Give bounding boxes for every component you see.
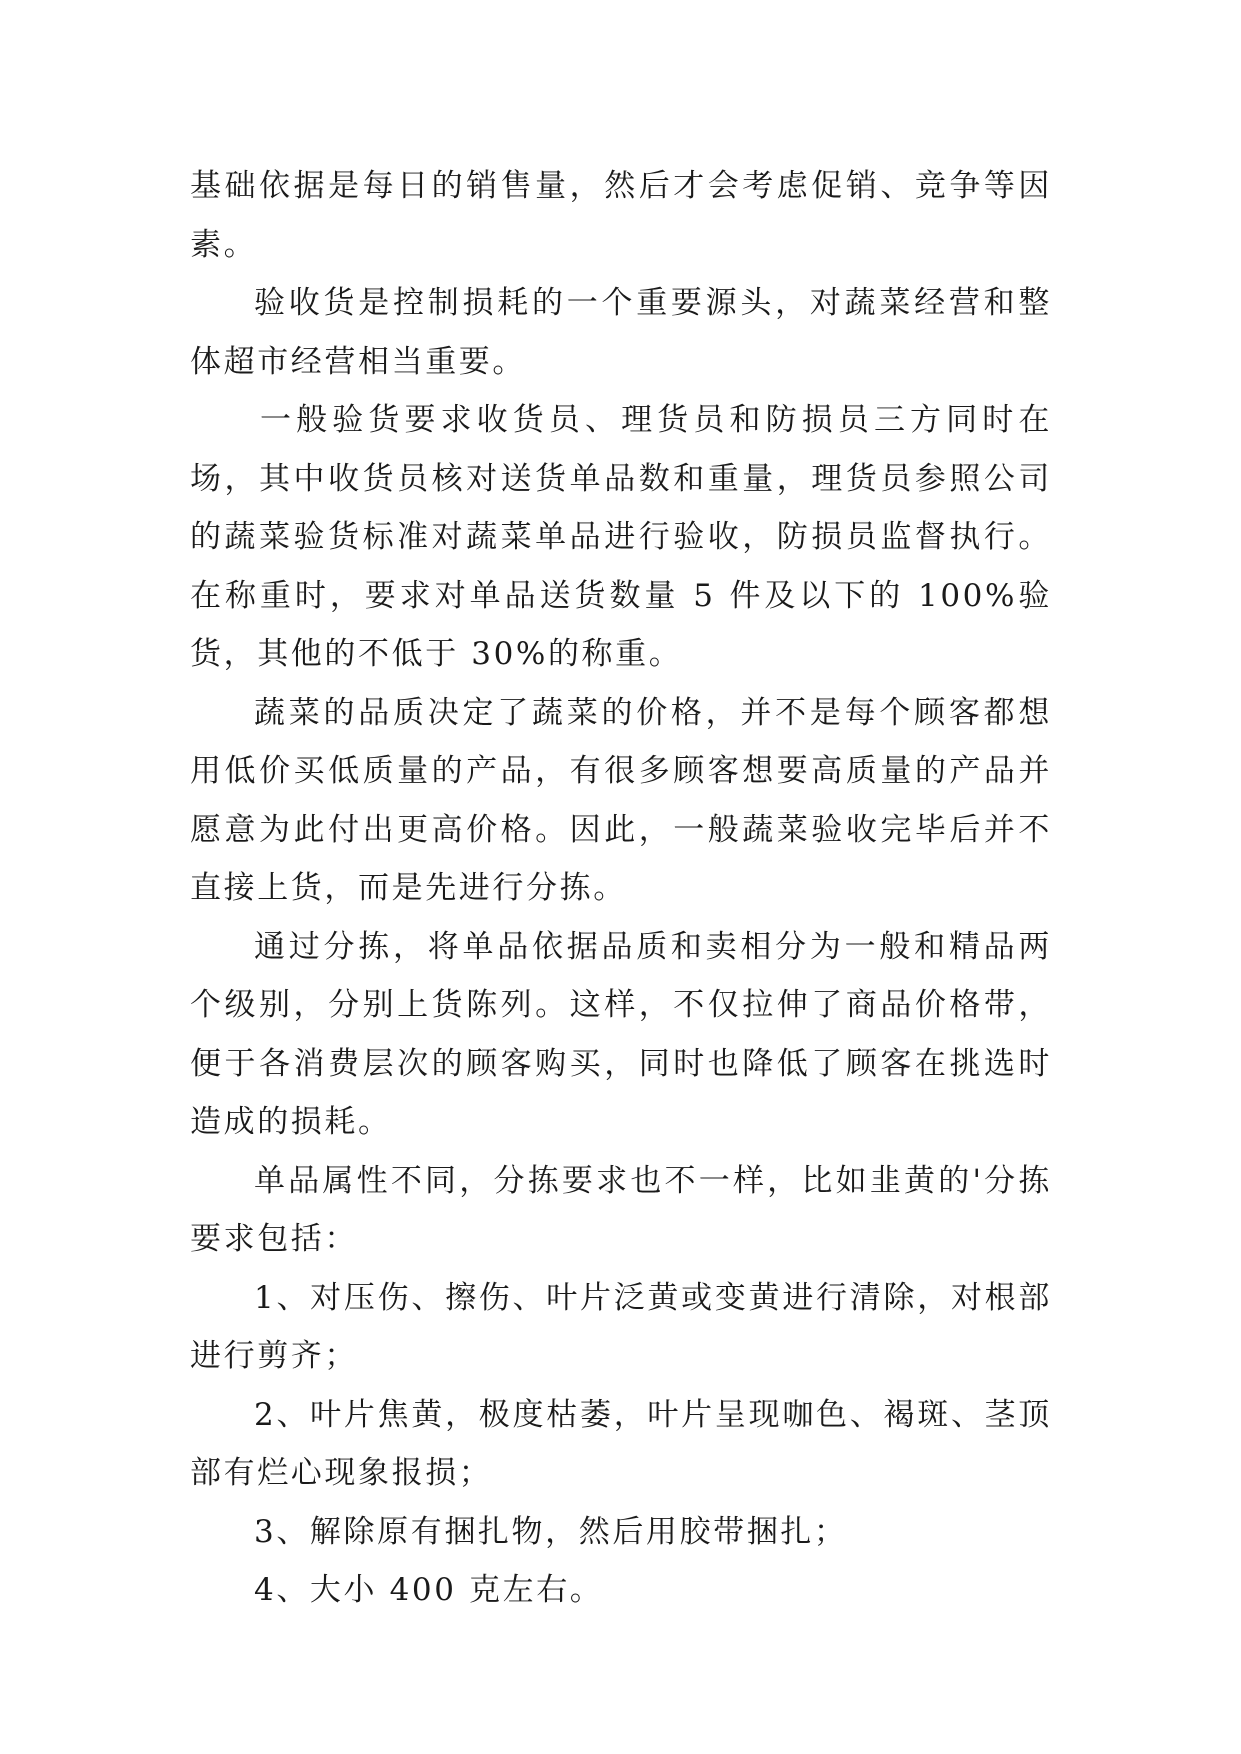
paragraph-sorting-grades: 通过分拣，将单品依据品质和卖相分为一般和精品两个级别，分别上货陈列。这样，不仅拉伸了商品价格带，便于各消费层次的顾客购买，同时也降低了顾客在挑选时造成的损耗。	[190, 928, 1052, 1140]
list-item-1: 1、对压伤、擦伤、叶片泛黄或变黄进行清除，对根部进行剪齐；	[190, 1279, 1052, 1374]
paragraph-quality-price: 蔬菜的品质决定了蔬菜的价格，并不是每个顾客都想用低价买低质量的产品，有很多顾客想要高质量的产品并愿意为此付出更高价格。因此，一般蔬菜验收完毕后并不直接上货，而是先进行分拣。	[190, 694, 1052, 906]
paragraph-continuation: 基础依据是每日的销售量，然后才会考虑促销、竞争等因素。	[190, 168, 1052, 263]
paragraph-receiving-inspection: 验收货是控制损耗的一个重要源头，对蔬菜经营和整体超市经营相当重要。	[190, 285, 1052, 380]
list-item-2: 2、叶片焦黄，极度枯萎，叶片呈现咖色、褐斑、茎顶部有烂心现象报损；	[190, 1396, 1052, 1491]
paragraph-sorting-requirements: 单品属性不同，分拣要求也不一样，比如韭黄的'分拣要求包括：	[190, 1162, 1052, 1257]
document-body	[190, 157, 1052, 1620]
list-item-4: 4、大小 400 克左右。	[254, 1572, 604, 1608]
list-item-3: 3、解除原有捆扎物，然后用胶带捆扎；	[254, 1513, 848, 1550]
paragraph-inspection-roles: 一般验货要求收货员、理货员和防损员三方同时在场，其中收货员核对送货单品数和重量，理货员参照公司的蔬菜验货标准对蔬菜单品进行验收，防损员监督执行。在称重时，要求对单品送货数量 5 件及以下的 100%验货，其他的不低于 30%的称重。	[190, 402, 1052, 672]
